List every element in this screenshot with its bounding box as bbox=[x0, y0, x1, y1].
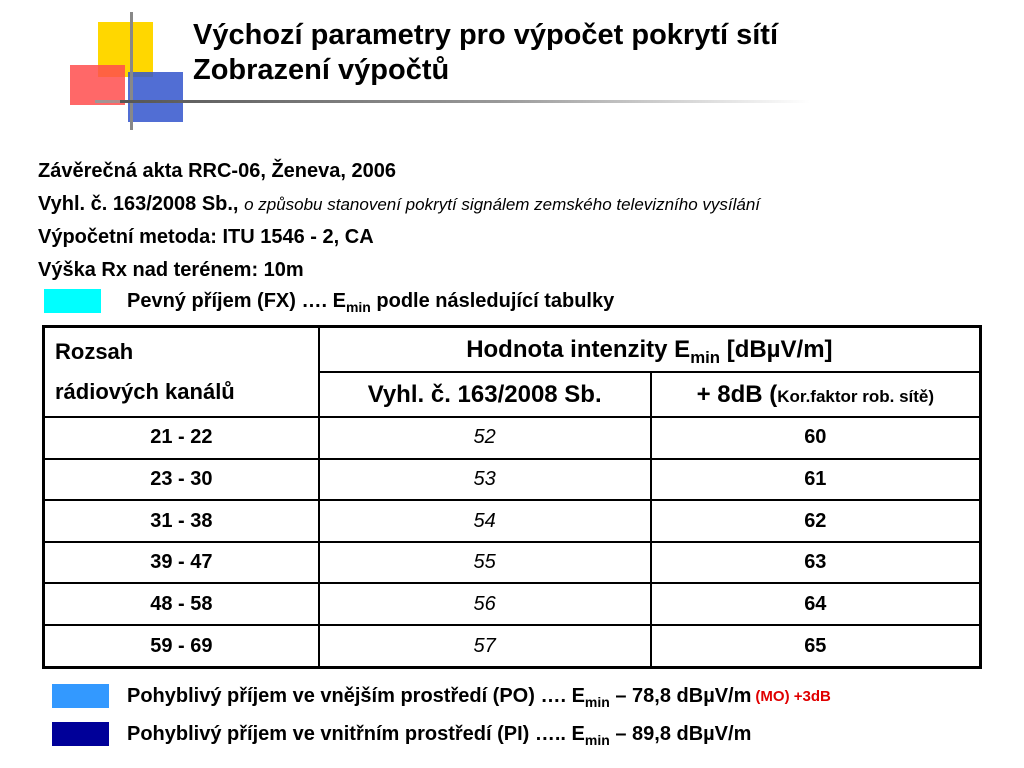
legend-po-text bbox=[127, 685, 751, 708]
table-row bbox=[44, 542, 981, 584]
cell-law-value: 52 bbox=[319, 417, 651, 459]
title-line-2: Zobrazení výpočtů bbox=[193, 54, 450, 86]
table-row bbox=[44, 417, 981, 459]
header-range-line-2: rádiových kanálů bbox=[55, 379, 235, 404]
table-header-row bbox=[44, 327, 981, 373]
swatch-po bbox=[52, 684, 109, 708]
legend-pi bbox=[52, 722, 751, 746]
legend-po-text-before: Pohyblivý příjem ve vnějším prostředí (PO) …. E bbox=[127, 684, 585, 707]
logo-vertical-line bbox=[130, 12, 133, 130]
cell-law-value: 57 bbox=[319, 625, 651, 667]
cell-range: 23 - 30 bbox=[44, 459, 319, 501]
table-row bbox=[44, 500, 981, 542]
cell-law-value: 54 bbox=[319, 500, 651, 542]
cell-corrected-value: 65 bbox=[651, 625, 981, 667]
header-channel-range bbox=[44, 327, 319, 418]
table-row bbox=[44, 583, 981, 625]
cell-range: 59 - 69 bbox=[44, 625, 319, 667]
cell-corrected-value: 63 bbox=[651, 542, 981, 584]
info-line-1: Závěrečná akta RRC-06, Ženeva, 2006 bbox=[38, 160, 396, 182]
legend-pi-text-before: Pohyblivý příjem ve vnitřním prostředí (PI) ….. E bbox=[127, 722, 585, 745]
parameters-list bbox=[38, 155, 760, 286]
cell-range: 31 - 38 bbox=[44, 500, 319, 542]
header-intensity-after: [dBµV/m] bbox=[720, 335, 833, 363]
cell-law-value: 56 bbox=[319, 583, 651, 625]
cell-corrected-value: 60 bbox=[651, 417, 981, 459]
info-line-2-italic: o způsobu stanovení pokrytí signálem zemského televizního vysílání bbox=[244, 194, 761, 214]
logo-blue-square bbox=[128, 72, 183, 122]
legend-pi-text-after: – 89,8 dBµV/m bbox=[609, 722, 752, 745]
legend-po-sub: min bbox=[584, 693, 610, 710]
cell-range: 21 - 22 bbox=[44, 417, 319, 459]
title-underline bbox=[120, 100, 810, 103]
cell-law-value: 53 bbox=[319, 459, 651, 501]
legend-po-text-after: – 78,8 dBµV/m bbox=[609, 684, 752, 707]
title-line-1: Výchozí parametry pro výpočet pokrytí sítí bbox=[193, 19, 779, 51]
cell-law-value: 55 bbox=[319, 542, 651, 584]
swatch-pi bbox=[52, 722, 109, 746]
decorative-logo bbox=[0, 0, 190, 135]
header-intensity-before: Hodnota intenzity E bbox=[466, 335, 691, 363]
table-row bbox=[44, 459, 981, 501]
legend-fx-sub: min bbox=[345, 298, 371, 315]
logo-red-square bbox=[70, 65, 125, 105]
legend-pi-text bbox=[127, 723, 751, 746]
legend-fx-text-before: Pevný příjem (FX) …. E bbox=[127, 289, 346, 312]
header-correction bbox=[651, 372, 981, 417]
header-range-line-1: Rozsah bbox=[55, 339, 134, 364]
slide-title bbox=[193, 18, 778, 88]
table-row bbox=[44, 625, 981, 667]
swatch-fx bbox=[44, 289, 101, 313]
legend-fx bbox=[44, 289, 614, 313]
header-law: Vyhl. č. 163/2008 Sb. bbox=[319, 372, 651, 417]
legend-po bbox=[52, 684, 831, 708]
header-intensity bbox=[319, 327, 981, 373]
legend-fx-text bbox=[127, 290, 614, 313]
cell-corrected-value: 61 bbox=[651, 459, 981, 501]
info-line-2-bold: Vyhl. č. 163/2008 Sb., bbox=[38, 192, 239, 215]
header-correction-note: Kor.faktor rob. sítě) bbox=[777, 386, 935, 406]
cell-corrected-value: 64 bbox=[651, 583, 981, 625]
header-intensity-sub: min bbox=[690, 347, 721, 367]
info-line-4: Výška Rx nad terénem: 10m bbox=[38, 258, 304, 281]
cell-range: 48 - 58 bbox=[44, 583, 319, 625]
info-line-3: Výpočetní metoda: ITU 1546 - 2, CA bbox=[38, 226, 374, 248]
info-line-2 bbox=[38, 188, 760, 222]
cell-corrected-value: 62 bbox=[651, 500, 981, 542]
header-correction-main: + 8dB ( bbox=[696, 380, 778, 408]
cell-range: 39 - 47 bbox=[44, 542, 319, 584]
legend-po-note: (MO) +3dB bbox=[755, 687, 831, 705]
legend-fx-text-after: podle následující tabulky bbox=[370, 289, 615, 312]
legend-pi-sub: min bbox=[584, 731, 610, 748]
coverage-table bbox=[42, 325, 982, 669]
